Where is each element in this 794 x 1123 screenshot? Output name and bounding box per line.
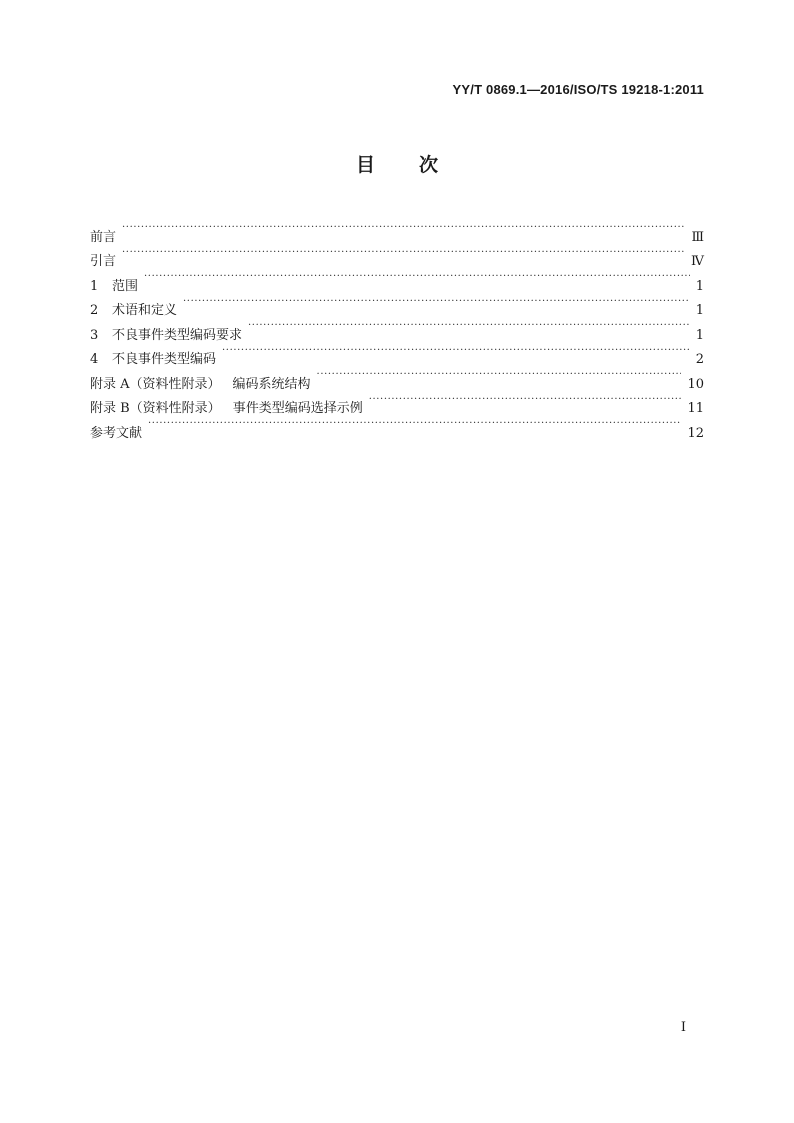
dot-leader <box>148 412 681 437</box>
toc-entry-terms[interactable] <box>90 290 704 318</box>
toc-page-number: 10 <box>687 376 704 392</box>
toc-entry-number: 3 <box>90 327 99 343</box>
toc-entry-text: 附录 B（资料性附录） <box>90 401 221 416</box>
toc-entry-text: 参考文献 <box>90 425 143 441</box>
page-number: I <box>680 1020 686 1035</box>
toc-entry-number: 2 <box>90 303 99 318</box>
toc-entry-text: 不良事件类型编码 <box>112 352 217 367</box>
toc-entry-text: 术语和定义 <box>112 303 178 318</box>
toc-entry-coding-requirements[interactable] <box>90 314 704 343</box>
toc-entry-text: 范围 <box>112 278 139 294</box>
dot-leader <box>369 388 682 413</box>
toc-entry-text: 附录 A（资料性附录） <box>90 376 221 392</box>
dot-leader <box>122 241 685 266</box>
dot-leader <box>317 363 682 388</box>
toc-entry-scope[interactable] <box>90 265 704 294</box>
page-title <box>0 150 794 177</box>
dot-leader <box>122 216 685 241</box>
dot-leader <box>183 290 690 315</box>
toc-page-number: Ⅳ <box>691 254 704 269</box>
table-of-contents <box>90 216 704 441</box>
title-char-2: 次 <box>419 154 439 176</box>
toc-entry-text: 引言 <box>90 254 117 269</box>
toc-entry-text: 前言 <box>90 229 117 245</box>
toc-entry-introduction[interactable] <box>90 241 704 269</box>
toc-entry-foreword[interactable] <box>90 216 704 245</box>
dot-leader <box>248 314 690 339</box>
toc-entry-number: 4 <box>90 352 99 367</box>
dot-leader <box>144 265 690 290</box>
toc-entry-subtitle: 事件类型编码选择示例 <box>232 401 363 416</box>
toc-page-number: 11 <box>687 401 704 416</box>
toc-entry-number: 1 <box>90 278 99 294</box>
toc-page-number: 1 <box>695 327 704 343</box>
toc-page-number: Ⅲ <box>691 229 704 245</box>
toc-page-number: 12 <box>687 425 704 441</box>
standard-number: YY/T 0869.1—2016/ISO/TS 19218-1:2011 <box>452 82 704 97</box>
toc-page-number: 2 <box>695 352 704 367</box>
toc-page-number: 1 <box>695 303 704 318</box>
toc-page-number: 1 <box>695 278 704 294</box>
title-char-1: 目 <box>355 154 375 176</box>
toc-entry-bibliography[interactable] <box>90 412 704 441</box>
toc-entry-text: 不良事件类型编码要求 <box>112 327 243 343</box>
dot-leader <box>222 339 690 364</box>
toc-entry-subtitle: 编码系统结构 <box>232 376 311 392</box>
